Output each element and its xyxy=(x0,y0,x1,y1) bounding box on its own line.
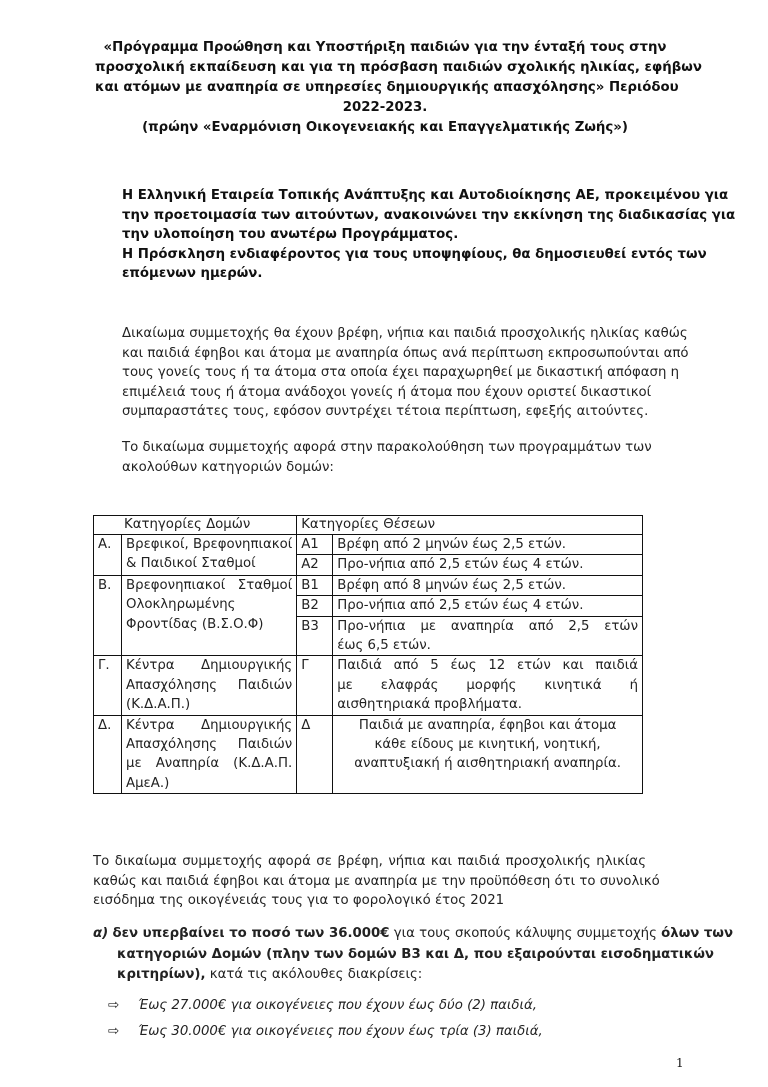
intro-paragraph xyxy=(122,186,736,284)
position-desc-line: αναπτυξιακή ή αισθητηριακή αναπηρία. xyxy=(354,756,621,772)
page-number: 1 xyxy=(676,1056,684,1070)
group-letter: Γ. xyxy=(94,656,122,715)
income-line: εισόδημα της οικογένειάς τους για το φορολογικό έτος 2021 xyxy=(93,893,505,909)
structure-line: Απασχόλησης Παιδιών xyxy=(126,677,293,693)
document-title xyxy=(95,38,702,138)
arrow-right-icon: ⇨ xyxy=(108,1024,120,1039)
item-bold-text: δεν υπερβαίνει το ποσό των 36.000€ xyxy=(112,926,390,941)
position-code: Α2 xyxy=(297,555,333,575)
item-normal-text: κατά τις ακόλουθες διακρίσεις: xyxy=(205,967,423,982)
structure-cell xyxy=(122,715,297,794)
list-item-text: Έως 27.000€ για οικογένειες που έχουν έως δύο (2) παιδιά, xyxy=(138,998,538,1013)
eligibility-line: Δικαίωμα συμμετοχής θα έχουν βρέφη, νήπια και παιδιά προσχολικής ηλικίας καθώς xyxy=(122,326,688,341)
title-line: (πρώην «Εναρμόνιση Οικογενειακής και Επαγγελματικής Ζωής») xyxy=(142,120,628,135)
position-desc: Προ-νήπια από 2,5 ετών έως 4 ετών. xyxy=(333,555,643,575)
header-positions: Κατηγορίες Θέσεων xyxy=(297,516,643,535)
intro-line: την υλοποίηση του ανωτέρω Προγράμματος. xyxy=(122,227,459,243)
group-letter: Α. xyxy=(94,535,122,576)
income-paragraph xyxy=(93,852,660,911)
position-code: Β3 xyxy=(297,616,333,656)
position-desc xyxy=(333,656,643,715)
group-letter: Β. xyxy=(94,575,122,656)
position-desc: Βρέφη από 2 μηνών έως 2,5 ετών. xyxy=(333,535,643,555)
group-letter: Δ. xyxy=(94,715,122,794)
eligibility-line: συμπαραστάτες τους, εφόσον συντρέχει τέτοια περίπτωση, εφεξής αιτούντες. xyxy=(122,404,649,420)
structure-line: ΑμεΑ.) xyxy=(126,775,170,791)
structure-line: με Αναπηρία (Κ.Δ.Α.Π. xyxy=(126,756,293,772)
header-structures: Κατηγορίες Δομών xyxy=(94,516,297,535)
income-line: Το δικαίωμα συμμετοχής αφορά σε βρέφη, νήπια και παιδιά προσχολικής ηλικίας xyxy=(93,854,646,869)
table-row xyxy=(94,535,643,555)
scope-line: Το δικαίωμα συμμετοχής αφορά στην παρακολούθηση των προγραμμάτων των xyxy=(122,440,652,455)
position-desc: Βρέφη από 8 μηνών έως 2,5 ετών. xyxy=(333,575,643,595)
structure-line: Φροντίδας (Β.Σ.Ο.Φ) xyxy=(126,616,264,632)
item-line xyxy=(93,965,646,986)
position-desc-line: Παιδιά με αναπηρία, έφηβοι και άτομα xyxy=(358,717,617,733)
title-line: 2022-2023. xyxy=(342,100,428,115)
structure-line: Ολοκληρωμένης xyxy=(126,597,236,613)
list-item-text: Έως 30.000€ για οικογένειες που έχουν έως τρία (3) παιδιά, xyxy=(138,1024,543,1039)
position-desc xyxy=(333,715,643,794)
position-desc-line: κάθε είδους με κινητική, νοητική, xyxy=(374,737,601,753)
structure-line: Απασχόλησης Παιδιών xyxy=(126,737,293,753)
table-row xyxy=(94,656,643,715)
structure-line: Βρεφικοί, Βρεφονηπιακοί xyxy=(126,537,293,552)
structure-cell xyxy=(122,575,297,656)
income-line: καθώς και παιδιά έφηβοι και άτομα με αναπηρία με την προϋπόθεση ότι το συνολικό xyxy=(93,873,660,889)
list-item xyxy=(108,1019,543,1045)
item-normal-text: για τους σκοπούς κάλυψης συμμετοχής xyxy=(389,926,662,941)
position-desc-line: Παιδιά από 5 έως 12 ετών και παιδιά xyxy=(337,658,638,674)
position-code: Γ xyxy=(297,656,333,715)
table-header-row xyxy=(94,516,643,535)
intro-line: Η Πρόσκληση ενδιαφέροντος για τους υποψηφίους, θα δημοσιευθεί εντός των xyxy=(122,246,707,262)
item-line: κατηγοριών Δομών (πλην των δομών Β3 και Δ, που εξαιρούνται εισοδηματικών xyxy=(117,946,714,962)
item-line xyxy=(93,924,734,945)
structure-cell xyxy=(122,535,297,576)
position-desc xyxy=(333,616,643,656)
structure-line: Κέντρα Δημιουργικής xyxy=(126,658,293,674)
scope-line: ακολούθων κατηγοριών δομών: xyxy=(122,459,334,475)
structure-line: & Παιδικοί Σταθμοί xyxy=(126,556,256,572)
item-label: α) xyxy=(93,926,109,941)
structure-line: (Κ.Δ.Α.Π.) xyxy=(126,697,191,713)
table-row xyxy=(94,575,643,595)
eligibility-line: και παιδιά έφηβοι και άτομα με αναπηρία όπως ανά περίπτωση εκπροσωπούνται από xyxy=(122,345,689,361)
position-desc-line: με ελαφράς μορφής κινητικά ή xyxy=(337,677,638,693)
title-line: και ατόμων με αναπηρία σε υπηρεσίες δημιουργικής απασχόλησης» Περιόδου xyxy=(95,80,679,95)
eligibility-paragraph xyxy=(122,324,689,422)
eligibility-line: τους γονείς τους ή τα άτομα στα οποία έχει παραχωρηθεί με δικαστική απόφαση η xyxy=(122,365,680,381)
income-criteria-item xyxy=(93,924,734,986)
position-desc-line: Προ-νήπια με αναπηρία από 2,5 ετών xyxy=(337,618,638,634)
intro-line: επόμενων ημερών. xyxy=(122,266,263,282)
structure-cell xyxy=(122,656,297,715)
position-code: Β1 xyxy=(297,575,333,595)
item-bold-text: κριτηρίων), xyxy=(117,967,206,982)
income-thresholds-list xyxy=(108,993,543,1045)
position-desc-line: έως 6,5 ετών. xyxy=(337,638,431,654)
position-code: Δ xyxy=(297,715,333,794)
arrow-right-icon: ⇨ xyxy=(108,998,120,1013)
eligibility-line: επιμέλειά τους ή άτομα ανάδοχοι γονείς ή άτομα που έχουν οριστεί δικαστικοί xyxy=(122,384,652,400)
structure-line: Βρεφονηπιακοί Σταθμοί xyxy=(126,577,293,593)
position-desc: Προ-νήπια από 2,5 ετών έως 4 ετών. xyxy=(333,596,643,616)
structure-line: Κέντρα Δημιουργικής xyxy=(126,717,293,733)
position-desc-line: αισθητηριακά προβλήματα. xyxy=(337,697,523,713)
scope-paragraph xyxy=(122,438,652,477)
table-row xyxy=(94,715,643,794)
position-code: Β2 xyxy=(297,596,333,616)
intro-line: Η Ελληνική Εταιρεία Τοπικής Ανάπτυξης και Αυτοδιοίκησης ΑΕ, προκειμένου για xyxy=(122,188,729,203)
title-line: προσχολική εκπαίδευση και για τη πρόσβαση παιδιών σχολικής ηλικίας, εφήβων xyxy=(95,60,702,75)
categories-table xyxy=(93,515,643,794)
intro-line: την προετοιμασία των αιτούντων, ανακοινώνει την εκκίνηση της διαδικασίας για xyxy=(122,207,736,223)
item-bold-text: όλων των xyxy=(661,926,734,941)
title-line: «Πρόγραμμα Προώθηση και Υποστήριξη παιδιών για την ένταξή τους στην xyxy=(103,40,667,55)
position-code: Α1 xyxy=(297,535,333,555)
list-item xyxy=(108,993,543,1019)
